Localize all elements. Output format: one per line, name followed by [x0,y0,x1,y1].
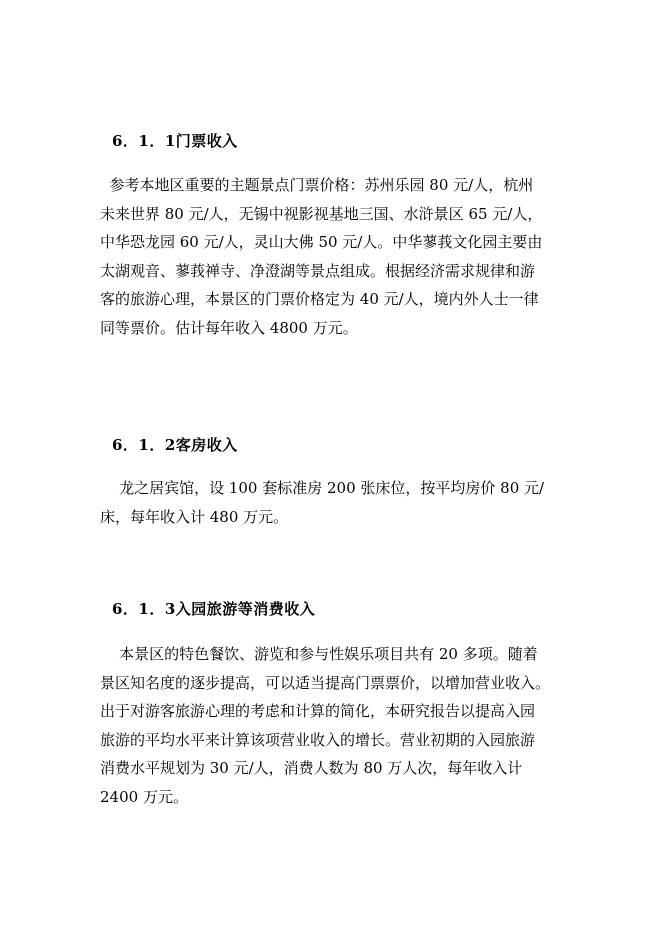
paragraph-line: 出于对游客旅游心理的考虑和计算的简化，本研究报告以提高入园 [100,702,536,720]
paragraph-line: 本景区的特色餐饮、游览和参与性娱乐项目共有 20 多项。随着 [100,645,538,663]
section-heading-ticket-income: 6．1．1门票收入 [112,132,238,150]
paragraph-line: 龙之居宾馆，设 100 套标准房 200 张床位，按平均房价 80 元/ [100,479,545,497]
paragraph-line: 参考本地区重要的主题景点门票价格：苏州乐园 80 元/人，杭州 [100,176,534,194]
section-paragraph-ticket-income [100,171,570,342]
section-heading-room-income: 6．1．2客房收入 [112,436,238,454]
paragraph-line: 中华恐龙园 60 元/人，灵山大佛 50 元/人。中华蓼莪文化园主要由 [100,233,543,251]
section-paragraph-consumption-income [100,640,570,811]
paragraph-line: 太湖观音、蓼莪禅寺、净澄湖等景点组成。根据经济需求规律和游 [100,261,536,280]
paragraph-line: 2400 万元。 [100,787,188,806]
section-heading-consumption-income: 6．1．3入园旅游等消费收入 [112,600,316,618]
paragraph-line: 同等票价。估计每年收入 4800 万元。 [100,318,358,337]
paragraph-line: 消费水平规划为 30 元/人，消费人数为 80 万人次，每年收入计 [100,759,523,777]
paragraph-line: 床，每年收入计 480 万元。 [100,507,289,526]
paragraph-line: 景区知名度的逐步提高，可以适当提高门票票价，以增加营业收入。 [100,673,551,692]
paragraph-line: 旅游的平均水平来计算该项营业收入的增长。营业初期的入园旅游 [100,730,536,749]
paragraph-line: 未来世界 80 元/人，无锡中视影视基地三国、水浒景区 65 元/人， [100,204,543,223]
section-paragraph-room-income [100,474,570,531]
paragraph-line: 客的旅游心理，本景区的门票价格定为 40 元/人，境内外人士一律 [100,290,539,308]
